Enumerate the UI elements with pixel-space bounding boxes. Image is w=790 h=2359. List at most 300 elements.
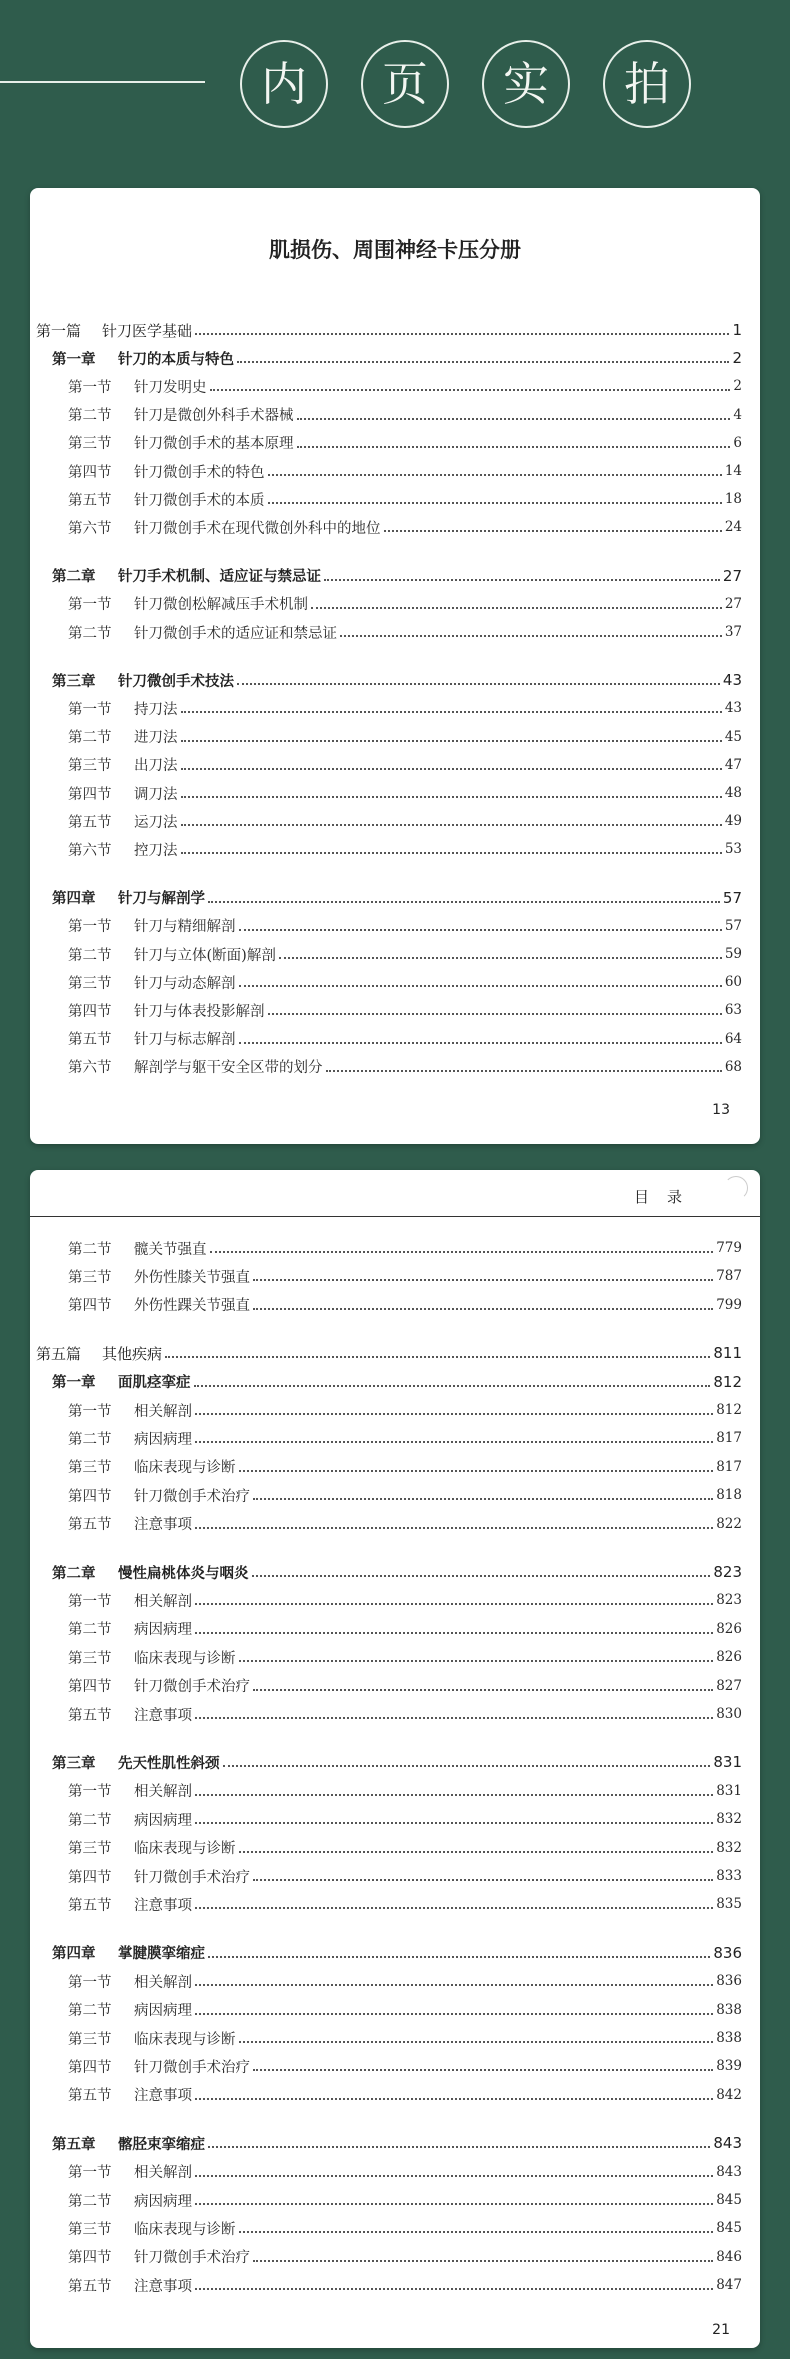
toc-section-row bbox=[36, 516, 742, 538]
toc-entry-page: 49 bbox=[724, 813, 742, 830]
toc-leader-dots bbox=[195, 1907, 713, 1909]
toc-section-row bbox=[36, 1028, 742, 1050]
toc-section-row bbox=[36, 460, 742, 482]
toc-section-row bbox=[36, 404, 742, 426]
toc-leader-dots bbox=[253, 1279, 713, 1281]
toc-leader-dots bbox=[181, 768, 722, 770]
toc-entry-page: 843 bbox=[713, 2134, 742, 2153]
toc-entry-page: 53 bbox=[724, 841, 742, 858]
toc-entry-title: 其他疾病 bbox=[102, 1344, 163, 1363]
toc-entry-title: 针刀医学基础 bbox=[102, 321, 193, 340]
toc-entry-page: 832 bbox=[716, 1839, 742, 1856]
toc-entry-title: 临床表现与诊断 bbox=[134, 2221, 236, 2238]
toc-entry-page: 811 bbox=[713, 1344, 742, 1363]
toc-entry-page: 845 bbox=[716, 2192, 742, 2208]
toc-entry-number: 第三节 bbox=[68, 436, 112, 453]
toc-entry-number: 第二章 bbox=[52, 1565, 96, 1582]
toc-entry-number: 第三节 bbox=[68, 1269, 112, 1286]
toc-entry-title: 相关解剖 bbox=[134, 1403, 192, 1420]
toc-section-row bbox=[36, 1675, 742, 1697]
toc-entry-title: 外伤性膝关节强直 bbox=[134, 1269, 250, 1286]
toc-leader-dots bbox=[195, 1413, 713, 1415]
toc-entry-page: 37 bbox=[724, 624, 742, 640]
toc-entry-title: 针刀微创手术技法 bbox=[118, 673, 234, 690]
toc-entry-title: 针刀微创手术治疗 bbox=[134, 1488, 250, 1505]
toc-section-row bbox=[36, 375, 742, 397]
toc-entry-number: 第六节 bbox=[68, 520, 112, 537]
toc-section-row bbox=[36, 1618, 742, 1640]
toc-entry-title: 针刀与体表投影解剖 bbox=[134, 1003, 265, 1020]
toc-entry-number: 第一节 bbox=[68, 1593, 112, 1610]
toc-leader-dots bbox=[165, 1356, 710, 1358]
toc-entry-number: 第四节 bbox=[68, 1869, 112, 1886]
toc-entry-title: 针刀与标志解剖 bbox=[134, 1032, 236, 1049]
toc-entry-title: 针刀发明史 bbox=[134, 379, 207, 396]
toc-leader-dots bbox=[195, 1717, 713, 1719]
toc-entry-title: 针刀与立体(断面)解剖 bbox=[134, 947, 276, 964]
toc-entry-title: 相关解剖 bbox=[134, 2165, 192, 2182]
toc-entry-title: 髋关节强直 bbox=[134, 1241, 207, 1258]
toc-entry-title: 注意事项 bbox=[134, 2278, 192, 2295]
toc-entry-number: 第三节 bbox=[68, 1460, 112, 1477]
toc-section-row bbox=[36, 726, 742, 748]
toc-leader-dots bbox=[195, 1822, 713, 1824]
toc-leader-dots bbox=[237, 361, 729, 363]
toc-entry-page: 843 bbox=[716, 2163, 742, 2180]
toc-leader-dots bbox=[253, 1879, 713, 1881]
toc-section-row bbox=[36, 2246, 742, 2268]
toc-leader-dots bbox=[311, 607, 722, 609]
toc-chapter-row bbox=[36, 2132, 742, 2154]
toc-entry-number: 第五节 bbox=[68, 1517, 112, 1534]
toc-entry-page: 2 bbox=[733, 378, 742, 395]
toc-leader-dots bbox=[340, 635, 722, 637]
toc-leader-dots bbox=[297, 446, 731, 448]
toc-entry-title: 持刀法 bbox=[134, 701, 178, 718]
toc-section-row bbox=[36, 1513, 742, 1535]
toc-entry-title: 注意事项 bbox=[134, 1897, 192, 1914]
toc-leader-dots bbox=[195, 1527, 713, 1529]
toc-entry-title: 髂胫束挛缩症 bbox=[118, 2136, 205, 2153]
toc-entry-title: 病因病理 bbox=[134, 2003, 192, 2020]
running-head bbox=[30, 1170, 760, 1217]
toc-entry-page: 822 bbox=[716, 1515, 742, 1532]
toc-entry-number: 第四节 bbox=[68, 1003, 112, 1020]
toc-entry-title: 临床表现与诊断 bbox=[134, 1460, 236, 1477]
toc-leader-dots bbox=[253, 2260, 713, 2262]
toc-entry-title: 针刀是微创外科手术器械 bbox=[134, 408, 294, 425]
toc-entry-number: 第四节 bbox=[68, 1488, 112, 1505]
toc-entry-page: 835 bbox=[716, 1896, 742, 1913]
toc-leader-dots bbox=[181, 740, 722, 742]
book-title: 肌损伤、周围神经卡压分册 bbox=[269, 238, 521, 262]
toc-chapter-row bbox=[36, 669, 742, 691]
toc-entry-page: 43 bbox=[724, 700, 742, 717]
toc-entry-title: 针刀与动态解剖 bbox=[134, 975, 236, 992]
toc-entry-page: 836 bbox=[713, 1943, 742, 1962]
toc-entry-number: 第五节 bbox=[68, 814, 112, 831]
toc-leader-dots bbox=[181, 824, 722, 826]
toc-section-row bbox=[36, 971, 742, 993]
toc-leader-dots bbox=[181, 711, 722, 713]
toc-leader-dots bbox=[324, 579, 720, 581]
toc-leader-dots bbox=[252, 1575, 711, 1577]
toc-entry-page: 14 bbox=[724, 463, 742, 479]
toc-page-2 bbox=[30, 1170, 760, 2348]
toc-entry-title: 针刀微创手术治疗 bbox=[134, 2250, 250, 2267]
toc-entry-page: 836 bbox=[716, 1973, 742, 1990]
toc-entry-page: 2 bbox=[732, 349, 742, 368]
toc-entry-page: 818 bbox=[716, 1487, 742, 1504]
toc-entry-page: 830 bbox=[716, 1706, 742, 1722]
toc-section-row bbox=[36, 2055, 742, 2077]
toc-entry-page: 845 bbox=[716, 2220, 742, 2237]
toc-entry-page: 826 bbox=[716, 1620, 742, 1637]
toc-entry-page: 838 bbox=[716, 2030, 742, 2046]
toc-section-row bbox=[36, 1399, 742, 1421]
toc-section-row bbox=[36, 1970, 742, 1992]
toc-entry-number: 第二节 bbox=[68, 1241, 112, 1258]
toc-section-row bbox=[36, 999, 742, 1021]
toc-entry-title: 针刀微创松解减压手术机制 bbox=[134, 597, 308, 614]
toc-entry-number: 第二节 bbox=[68, 947, 112, 964]
toc-entry-page: 817 bbox=[716, 1430, 742, 1447]
toc-section-row bbox=[36, 2084, 742, 2106]
toc-entry-page: 57 bbox=[722, 888, 742, 907]
toc-leader-dots bbox=[195, 1603, 713, 1605]
banner-char-4: 拍 bbox=[603, 40, 691, 128]
toc-entry-number: 第六节 bbox=[68, 842, 112, 859]
toc-leader-dots bbox=[268, 1013, 722, 1015]
toc-section-row bbox=[36, 2274, 742, 2296]
toc-entry-title: 相关解剖 bbox=[134, 1974, 192, 1991]
toc-leader-dots bbox=[210, 389, 731, 391]
toc-entry-number: 第二节 bbox=[68, 730, 112, 747]
toc-page-1 bbox=[30, 188, 760, 1144]
banner-char-1: 内 bbox=[240, 40, 328, 128]
toc-part-row bbox=[36, 319, 742, 341]
toc-entry-number: 第一篇 bbox=[36, 321, 82, 340]
toc-entry-title: 针刀与解剖学 bbox=[118, 891, 205, 908]
toc-entry-number: 第一节 bbox=[68, 1403, 112, 1420]
toc-section-row bbox=[36, 1427, 742, 1449]
toc-entry-number: 第二节 bbox=[68, 2003, 112, 2020]
toc-leader-dots bbox=[195, 2013, 713, 2015]
toc-entry-page: 827 bbox=[716, 1677, 742, 1694]
toc-leader-dots bbox=[239, 1042, 722, 1044]
toc-entry-title: 针刀微创手术的本质 bbox=[134, 492, 265, 509]
toc-entry-title: 进刀法 bbox=[134, 730, 178, 747]
toc-part-row bbox=[36, 1342, 742, 1364]
toc-entry-number: 第二节 bbox=[68, 1622, 112, 1639]
toc-section-row bbox=[36, 1456, 742, 1478]
toc-leader-dots bbox=[194, 1385, 711, 1387]
toc-entry-title: 针刀微创手术在现代微创外科中的地位 bbox=[134, 520, 381, 537]
toc-entry-title: 面肌痉挛症 bbox=[118, 1375, 191, 1392]
toc-entry-page: 847 bbox=[716, 2277, 742, 2294]
toc-entry-number: 第二节 bbox=[68, 2193, 112, 2210]
toc-entry-number: 第四节 bbox=[68, 1298, 112, 1315]
toc-entry-number: 第三节 bbox=[68, 2221, 112, 2238]
toc-entry-page: 47 bbox=[724, 756, 742, 773]
toc-leader-dots bbox=[326, 1070, 722, 1072]
toc-entry-number: 第五节 bbox=[68, 2278, 112, 2295]
toc-entry-page: 64 bbox=[724, 1030, 742, 1047]
toc-entry-title: 病因病理 bbox=[134, 1812, 192, 1829]
toc-entry-number: 第二节 bbox=[68, 1431, 112, 1448]
toc-section-row bbox=[36, 782, 742, 804]
toc-entry-title: 针刀微创手术的特色 bbox=[134, 464, 265, 481]
toc-chapter-row bbox=[36, 1561, 742, 1583]
toc-entry-number: 第一节 bbox=[68, 1784, 112, 1801]
toc-section-row bbox=[36, 1646, 742, 1668]
toc-leader-dots bbox=[181, 852, 722, 854]
toc-entry-number: 第三节 bbox=[68, 758, 112, 775]
toc-entry-number: 第一节 bbox=[68, 597, 112, 614]
toc-entry-page: 45 bbox=[724, 728, 742, 745]
toc-entry-number: 第二节 bbox=[68, 408, 112, 425]
toc-section-row bbox=[36, 1893, 742, 1915]
toc-leader-dots bbox=[253, 1498, 713, 1500]
toc-section-row bbox=[36, 593, 742, 615]
toc-entry-page: 43 bbox=[722, 671, 742, 690]
toc-entry-page: 832 bbox=[716, 1811, 742, 1828]
toc-chapter-row bbox=[36, 887, 742, 909]
running-head-text: 目录 bbox=[633, 1188, 700, 1206]
toc-entry-page: 839 bbox=[716, 2058, 742, 2075]
toc-entry-page: 57 bbox=[724, 917, 742, 934]
header-banner bbox=[0, 0, 790, 170]
toc-entry-title: 针刀手术机制、适应证与禁忌证 bbox=[118, 569, 321, 586]
toc-chapter-row bbox=[36, 565, 742, 587]
toc-section-row bbox=[36, 838, 742, 860]
toc-leader-dots bbox=[195, 2175, 713, 2177]
toc-entry-title: 相关解剖 bbox=[134, 1593, 192, 1610]
toc-section-row bbox=[36, 2189, 742, 2211]
toc-leader-dots bbox=[384, 530, 722, 532]
toc-entry-number: 第三节 bbox=[68, 1841, 112, 1858]
toc-entry-page: 48 bbox=[724, 785, 742, 801]
toc-entry-page: 823 bbox=[713, 1563, 742, 1581]
toc-entry-number: 第四节 bbox=[68, 786, 112, 803]
toc-entry-title: 控刀法 bbox=[134, 842, 178, 859]
toc-entry-number: 第五节 bbox=[68, 1707, 112, 1724]
toc-leader-dots bbox=[239, 2231, 714, 2233]
page-number: 13 bbox=[712, 1102, 730, 1118]
toc-entry-title: 针刀微创手术治疗 bbox=[134, 1679, 250, 1696]
toc-section-row bbox=[36, 1837, 742, 1859]
toc-leader-dots bbox=[208, 901, 720, 903]
toc-entry-page: 59 bbox=[724, 946, 742, 962]
toc-leader-dots bbox=[239, 929, 722, 931]
toc-entry-number: 第五节 bbox=[68, 1897, 112, 1914]
toc-leader-dots bbox=[208, 1956, 710, 1958]
toc-leader-dots bbox=[208, 2146, 710, 2148]
toc-entry-page: 60 bbox=[724, 974, 742, 991]
toc-entry-title: 注意事项 bbox=[134, 1517, 192, 1534]
toc-leader-dots bbox=[253, 1689, 713, 1691]
toc-entry-page: 63 bbox=[724, 1002, 742, 1019]
toc-entry-number: 第三章 bbox=[52, 673, 96, 690]
toc-entry-title: 注意事项 bbox=[134, 1707, 192, 1724]
toc-entry-number: 第四节 bbox=[68, 464, 112, 481]
toc-entry-page: 4 bbox=[733, 406, 742, 423]
toc-section-row bbox=[36, 697, 742, 719]
toc-section-row bbox=[36, 1056, 742, 1078]
toc-entry-number: 第二节 bbox=[68, 1812, 112, 1829]
toc-entry-number: 第一章 bbox=[52, 1375, 96, 1392]
toc-chapter-row bbox=[36, 1371, 742, 1393]
toc-entry-title: 相关解剖 bbox=[134, 1784, 192, 1801]
toc-section-row bbox=[36, 915, 742, 937]
toc-section-row bbox=[36, 1703, 742, 1725]
toc-leader-dots bbox=[237, 683, 720, 685]
toc-section-row bbox=[36, 1780, 742, 1802]
toc-entry-page: 27 bbox=[722, 566, 742, 585]
toc-entry-number: 第四章 bbox=[52, 891, 96, 908]
toc-entry-number: 第四节 bbox=[68, 1679, 112, 1696]
toc-leader-dots bbox=[239, 1660, 714, 1662]
toc-leader-dots bbox=[195, 2098, 713, 2100]
toc-entry-title: 针刀与精细解剖 bbox=[134, 919, 236, 936]
toc-section-row bbox=[36, 1808, 742, 1830]
toc-section-row bbox=[36, 1265, 742, 1287]
page-number: 21 bbox=[712, 2322, 730, 2338]
banner-char-2: 页 bbox=[361, 40, 449, 128]
toc-entry-title: 出刀法 bbox=[134, 758, 178, 775]
toc-section-row bbox=[36, 943, 742, 965]
toc-entry-number: 第二节 bbox=[68, 625, 112, 642]
toc-leader-dots bbox=[195, 1984, 713, 1986]
toc-entry-title: 调刀法 bbox=[134, 786, 178, 803]
page-curl-icon bbox=[724, 1176, 748, 1200]
toc-leader-dots bbox=[279, 957, 722, 959]
toc-entry-title: 病因病理 bbox=[134, 2193, 192, 2210]
toc-entry-number: 第五节 bbox=[68, 2088, 112, 2105]
toc-section-row bbox=[36, 1237, 742, 1259]
toc-leader-dots bbox=[268, 474, 722, 476]
toc-entry-page: 812 bbox=[716, 1402, 742, 1418]
toc-entry-number: 第五节 bbox=[68, 1032, 112, 1049]
toc-section-row bbox=[36, 754, 742, 776]
toc-entry-title: 解剖学与躯干安全区带的划分 bbox=[134, 1060, 323, 1077]
toc-entry-page: 27 bbox=[724, 595, 742, 612]
toc-leader-dots bbox=[268, 502, 722, 504]
toc-section-row bbox=[36, 2217, 742, 2239]
toc-entry-title: 针刀的本质与特色 bbox=[118, 351, 234, 368]
toc-section-row bbox=[36, 810, 742, 832]
toc-chapter-row bbox=[36, 1942, 742, 1964]
toc-leader-dots bbox=[210, 1251, 714, 1253]
toc-entry-title: 针刀微创手术的适应证和禁忌证 bbox=[134, 625, 337, 642]
toc-entry-number: 第六节 bbox=[68, 1060, 112, 1077]
toc-leader-dots bbox=[195, 333, 729, 335]
toc-entry-number: 第三节 bbox=[68, 2031, 112, 2048]
toc-leader-dots bbox=[239, 1470, 714, 1472]
toc-entry-title: 病因病理 bbox=[134, 1431, 192, 1448]
toc-entry-title: 针刀微创手术治疗 bbox=[134, 2059, 250, 2076]
toc-entry-title: 针刀微创手术的基本原理 bbox=[134, 436, 294, 453]
toc-entry-title: 慢性扁桃体炎与咽炎 bbox=[118, 1565, 249, 1582]
toc-leader-dots bbox=[181, 796, 722, 798]
toc-section-row bbox=[36, 488, 742, 510]
toc-entry-page: 823 bbox=[716, 1592, 742, 1609]
toc-entry-title: 病因病理 bbox=[134, 1622, 192, 1639]
toc-chapter-row bbox=[36, 347, 742, 369]
toc-chapter-row bbox=[36, 1751, 742, 1773]
toc-entry-title: 先天性肌性斜颈 bbox=[118, 1755, 220, 1772]
toc-entry-number: 第四章 bbox=[52, 1946, 96, 1963]
toc-leader-dots bbox=[239, 985, 722, 987]
toc-entry-page: 833 bbox=[716, 1868, 742, 1884]
toc-entry-title: 运刀法 bbox=[134, 814, 178, 831]
toc-entry-page: 812 bbox=[713, 1372, 742, 1391]
toc-section-row bbox=[36, 1589, 742, 1611]
toc-entry-page: 24 bbox=[724, 519, 742, 536]
toc-entry-page: 1 bbox=[732, 321, 742, 339]
toc-entry-page: 799 bbox=[716, 1296, 742, 1313]
toc-leader-dots bbox=[239, 2041, 714, 2043]
toc-entry-number: 第五篇 bbox=[36, 1344, 82, 1363]
toc-leader-dots bbox=[253, 2069, 713, 2071]
toc-leader-dots bbox=[195, 1632, 713, 1634]
toc-entry-page: 831 bbox=[713, 1753, 742, 1772]
banner-rule bbox=[0, 81, 205, 83]
toc-entry-page: 18 bbox=[724, 491, 742, 508]
toc-entry-title: 注意事项 bbox=[134, 2088, 192, 2105]
toc-section-row bbox=[36, 1484, 742, 1506]
toc-entry-page: 6 bbox=[733, 434, 742, 451]
toc-entry-number: 第三节 bbox=[68, 1650, 112, 1667]
toc-entry-number: 第五节 bbox=[68, 492, 112, 509]
toc-leader-dots bbox=[253, 1308, 713, 1310]
toc-leader-dots bbox=[195, 2203, 713, 2205]
toc-leader-dots bbox=[195, 2288, 713, 2290]
toc-leader-dots bbox=[195, 1794, 713, 1796]
toc-entry-number: 第一节 bbox=[68, 701, 112, 718]
toc-section-row bbox=[36, 2161, 742, 2183]
toc-entry-title: 临床表现与诊断 bbox=[134, 1650, 236, 1667]
banner-title bbox=[240, 40, 691, 128]
toc-entry-number: 第三章 bbox=[52, 1755, 96, 1772]
toc-section-row bbox=[36, 2027, 742, 2049]
toc-entry-number: 第五章 bbox=[52, 2136, 96, 2153]
toc-section-row bbox=[36, 1294, 742, 1316]
toc-entry-number: 第二章 bbox=[52, 569, 96, 586]
toc-leader-dots bbox=[297, 418, 731, 420]
toc-entry-title: 临床表现与诊断 bbox=[134, 1841, 236, 1858]
toc-entry-number: 第一章 bbox=[52, 351, 96, 368]
toc-entry-number: 第四节 bbox=[68, 2059, 112, 2076]
toc-leader-dots bbox=[239, 1851, 714, 1853]
toc-entry-number: 第一节 bbox=[68, 919, 112, 936]
toc-entry-number: 第一节 bbox=[68, 2165, 112, 2182]
toc-entry-title: 针刀微创手术治疗 bbox=[134, 1869, 250, 1886]
toc-leader-dots bbox=[223, 1765, 711, 1767]
toc-entry-page: 817 bbox=[716, 1458, 742, 1475]
toc-section-row bbox=[36, 1999, 742, 2021]
toc-section-row bbox=[36, 432, 742, 454]
toc-entry-page: 842 bbox=[716, 2086, 742, 2103]
toc-entry-title: 临床表现与诊断 bbox=[134, 2031, 236, 2048]
toc-entry-number: 第四节 bbox=[68, 2250, 112, 2267]
toc-entry-page: 826 bbox=[716, 1649, 742, 1666]
toc-section-row bbox=[36, 621, 742, 643]
toc-entry-title: 掌腱膜挛缩症 bbox=[118, 1946, 205, 1963]
toc-entry-number: 第一节 bbox=[68, 379, 112, 396]
toc-entry-page: 831 bbox=[716, 1782, 742, 1799]
toc-section-row bbox=[36, 1865, 742, 1887]
